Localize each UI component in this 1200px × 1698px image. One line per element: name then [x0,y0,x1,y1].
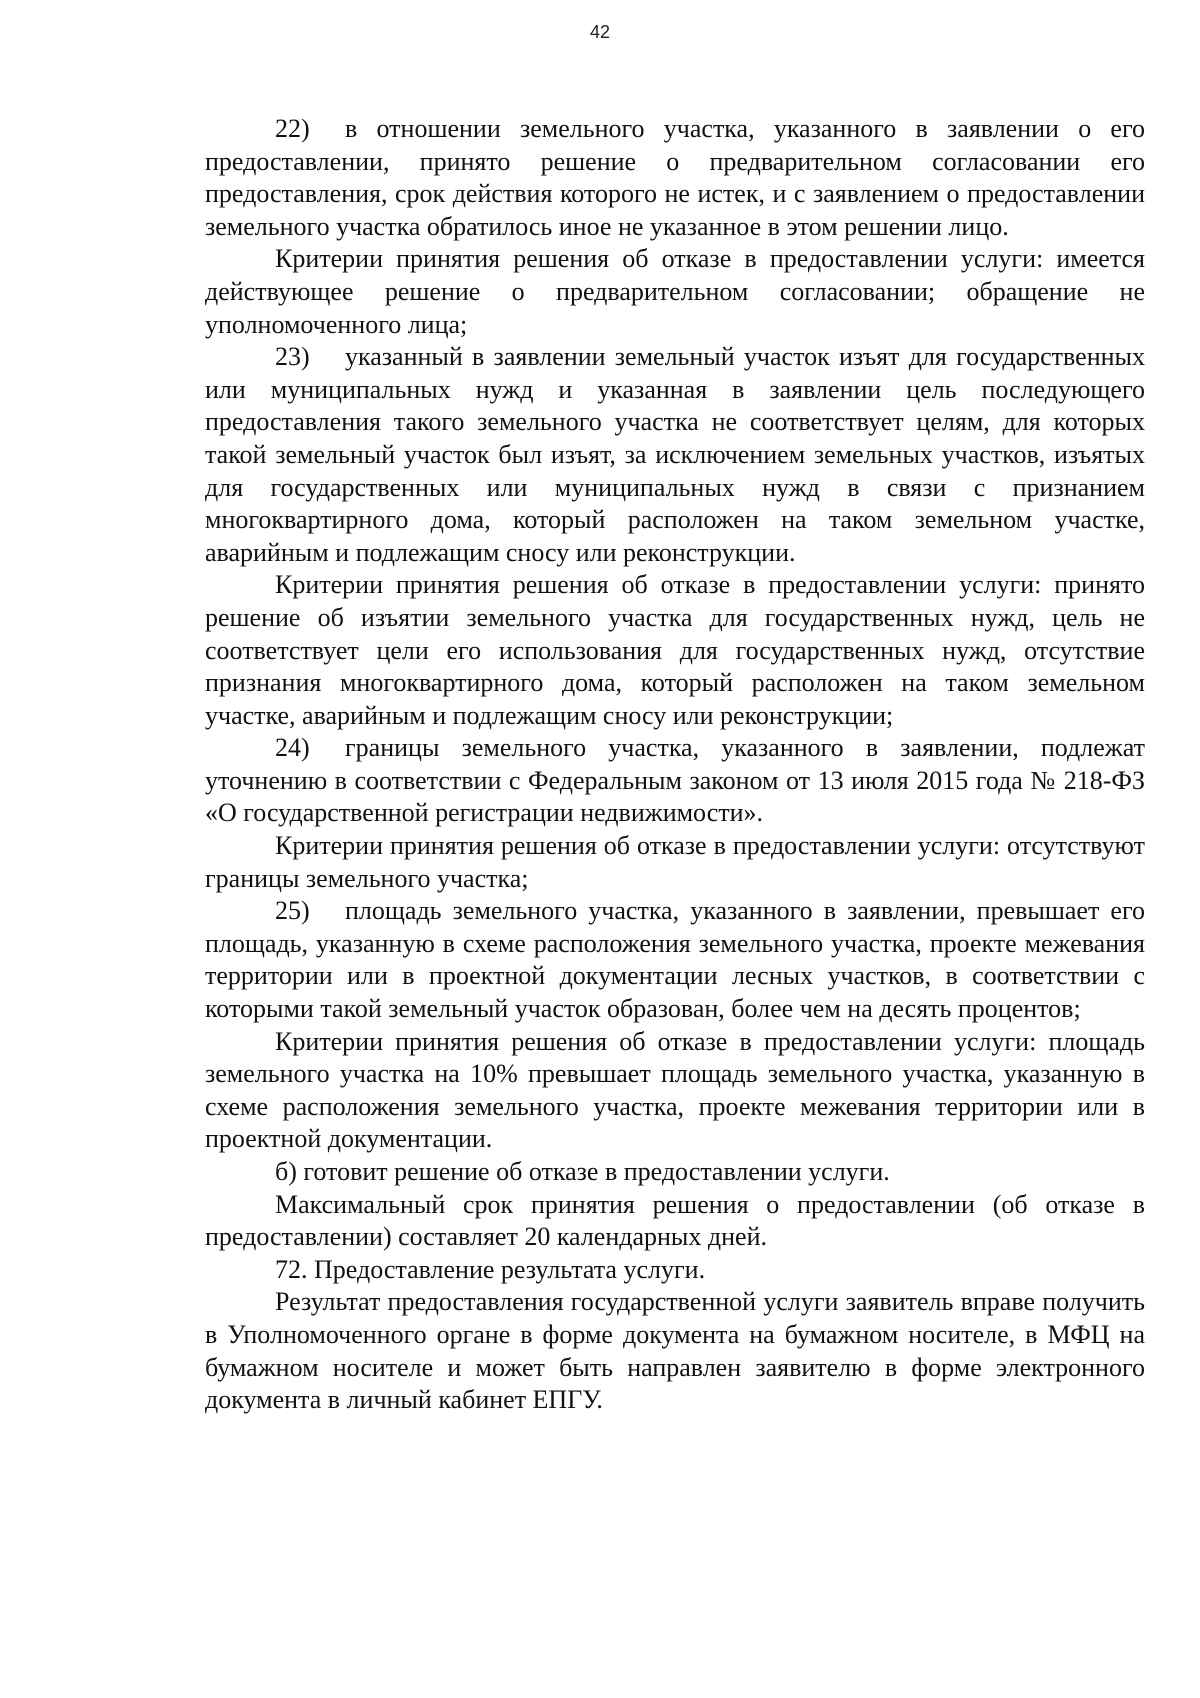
criteria-paragraph [205,569,1145,732]
paragraph-text: Результат предоставления государственной услуги заявитель вправе получить в Уполномоченного органе в форме документа на бумажном носителе, в МФЦ на бумажном носителе и может быть направлен заявителю в форме электронного документа в личный кабинет ЕПГУ. [205,1287,1145,1415]
paragraph-text: 72. Предоставление результата услуги. [275,1254,706,1284]
paragraph-item-24 [205,732,1145,830]
paragraph-item-25 [205,895,1145,1025]
paragraph-text: Критерии принятия решения об отказе в предоставлении услуги: принято решение об изъятии земельного участка для государственных нужд, цель не соответствует цели его использования для государственных нужд, отсутствие признания многоквартирного дома, который расположен на таком земельном участке, аварийным и подлежащим сносу или реконструкции; [205,570,1145,730]
document-body [205,113,1145,1417]
paragraph-text: Критерии принятия решения об отказе в предоставлении услуги: имеется действующее решение о предварительном согласовании; обращение не уполномоченного лица; [205,244,1145,339]
item-number: 25) [275,896,310,926]
criteria-paragraph [205,830,1145,895]
page-number: 42 [589,22,611,42]
paragraph-text: в отношении земельного участка, указанного в заявлении о его предоставлении, принято решение о предварительном согласовании его предоставления, срок действия которого не истек, и с заявлением о предоставлении земельного участка обратилось иное не указанное в этом решении лицо. [205,114,1145,241]
paragraph-text: Максимальный срок принятия решения о предоставлении (об отказе в предоставлении) составляет 20 календарных дней. [205,1189,1145,1252]
paragraph-item-23 [205,341,1145,569]
item-number: 22) [275,114,310,143]
criteria-paragraph [205,1026,1145,1156]
paragraph-text: указанный в заявлении земельный участок изъят для государственных или муниципальных нужд и указанная в заявлении цель последующего предоставления такого земельного участка не соответствует целям, для которых такой земельный участок был изъят, за исключением земельных участков, изъятых для государственных или муниципальных нужд в связи с признанием многоквартирного дома, который расположен на таком земельном участке, аварийным и подлежащим сносу или реконструкции. [205,342,1145,567]
item-number: 24) [275,733,310,763]
max-term-paragraph [205,1189,1145,1254]
paragraph-text: Критерии принятия решения об отказе в предоставлении услуги: площадь земельного участка на 10% превышает площадь земельного участка, указанную в схеме расположения земельного участка, проекте межевания территории или в проектной документации. [205,1026,1145,1154]
paragraph-text: Критерии принятия решения об отказе в предоставлении услуги: отсутствуют границы земельного участка; [205,831,1145,893]
paragraph-b [205,1156,1145,1189]
paragraph-item-22 [205,113,1145,243]
paragraph-text: площадь земельного участка, указанного в заявлении, превышает его площадь, указанную в схеме расположения земельного участка, проекте межевания территории или в проектной документации лесных участков, в соответствии с которыми такой земельный участок образован, более чем на десять процентов; [205,896,1145,1024]
paragraph-text: границы земельного участка, указанного в заявлении, подлежат уточнению в соответствии с Федеральным законом от 13 июля 2015 года № 218-ФЗ «О государственной регистрации недвижимости». [205,733,1145,828]
criteria-paragraph [205,243,1145,341]
item-number: 23) [275,342,310,372]
section-72-heading [205,1254,1145,1287]
result-paragraph [205,1286,1145,1416]
paragraph-text: б) готовит решение об отказе в предоставлении услуги. [275,1157,890,1186]
